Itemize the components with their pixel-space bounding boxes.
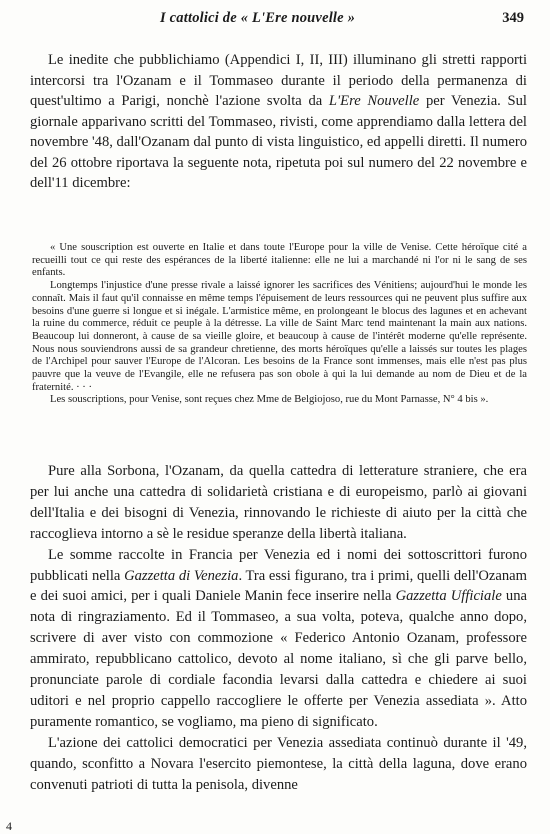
quote-paragraph-1: « Une souscription est ouverte en Italie et dans toute l'Europe pour la ville de Venise. Cette héroïque cité a recueilli tout ce qui reste des espérances de la liberté italienne: elle ne lui a marchandé ni l'or ni le sang de ses enfants.: [32, 242, 527, 279]
main-text-section: [30, 461, 527, 796]
quote-paragraph-3: Les souscriptions, pour Venise, sont reçues chez Mme de Belgiojoso, rue du Mont Parnasse, N° 4 bis ».: [50, 394, 489, 406]
paragraph-azione: L'azione dei cattolici democratici per Venezia assediata continuò durante il '49, quando, sconfitto a Novara l'esercito piemontese, la città della laguna, dove erano convenuti patrioti di tutta la penisola, divenne: [30, 734, 527, 793]
gazzetta-ufficiale-title: Gazzetta Ufficiale: [395, 588, 502, 605]
quote-paragraph-2: Longtemps l'injustice d'une presse rivale a laissé ignorer les sacrifices des Vénitiens; aujourd'hui le monde les connaît. Mais il faut qu'il connaisse en même temps l'épuisement de leurs ressources qui ne peuvent plus suffire aux besoins d'une guerre si longue et si inégale. L'armistice même, en prolongeant le blocus des lagunes et en achevant la ruine du commerce, réduit ce peuple à la détresse. La ville de Saint Marc tend maintenant la main aux nations. Beaucoup lui donneront, à cause de sa vieille gloire, et beaucoup à cause de l'intérêt moderne qu'elle représente. Nous nous souviendrons aussi de sa grandeur chretienne, des morts héroïques qu'elle a laissés sur toutes les plages de l'Archipel pour sauver l'Europe de l'Alcoran. Les besoins de la France sont immenses, mais elle n'est pas plus pauvre que la veuve de l'Evangile, elle ne refusera pas son obole à qui la lui demande au nom de Dieu et de la fraternité. · · ·: [32, 280, 527, 393]
gazzetta-di-venezia-title: Gazzetta di Venezia: [124, 567, 239, 584]
journal-title-ere-nouvelle: L'Ere Nouvelle: [328, 93, 420, 109]
somme-text-1: Le somme raccolte in Francia per Venezia ed i nomi dei sottoscrittori furono pubblicati nella: [30, 546, 527, 584]
somme-text-2: . Tra essi figurano, tra i primi, quelli dell'Ozanam e dei suoi amici, per i quali Daniele Manin fece inserire nella: [30, 567, 527, 605]
paragraph-sorbona: Pure alla Sorbona, l'Ozanam, da quella cattedra di letterature straniere, che era per lui anche una cattedra di solidarietà cristiana e di europeismo, parlò ai giovani dell'Italia e dei bisogni di Venezia, rinnovando le richieste di aiuto per la città che raccoglieva intorno a sè le residue speranze della libertà italiana.: [30, 463, 527, 542]
intro-text-2: per Venezia. Sul giornale apparivano scritti del Tommaseo, rivisti, come apprendiamo dalla lettera del novembre '48, dall'Ozanam dal punto di vista linguistico, ed appelli diretti. Il numero del 26 ottobre riportava la seguente nota, ripetuta poi sul numero del 22 novembre e dell'11 dicembre:: [30, 93, 527, 191]
running-title: I cattolici de « L'Ere nouvelle »: [160, 10, 356, 26]
paragraph-somme: [30, 545, 527, 733]
french-quotation: [32, 242, 527, 407]
intro-section: [30, 50, 527, 194]
intro-text-1: Le inedite che pubblichiamo (Appendici I, II, III) illuminano gli stretti rapporti intercorsi tra l'Ozanam e il Tommaseo durante il periodo della permanenza di quest'ultimo a Parigi, nonchè l'azione svolta da: [30, 52, 527, 109]
somme-text-3: una nota di ringraziamento. Ed il Tommaseo, a sua volta, poteva, qualche anno dopo, scrivere di aver visto con commozione « Federico Antonio Ozanam, professore ammirato, repubblicano cattolico, devoto al nome italiano, sì che gli parve bello, pronunciate parole di cordiale facondia levarsi dalla cattedra e chiedere ai suoi uditori e nel proprio cappello raccogliere le offerte per Venezia assediata ». Atto puramente romantico, se vogliamo, ma pieno di significato.: [30, 588, 527, 730]
page-header: [30, 6, 528, 30]
intro-paragraph: [30, 50, 527, 194]
page-number: 349: [502, 10, 524, 26]
footer-mark: 4: [6, 819, 12, 833]
